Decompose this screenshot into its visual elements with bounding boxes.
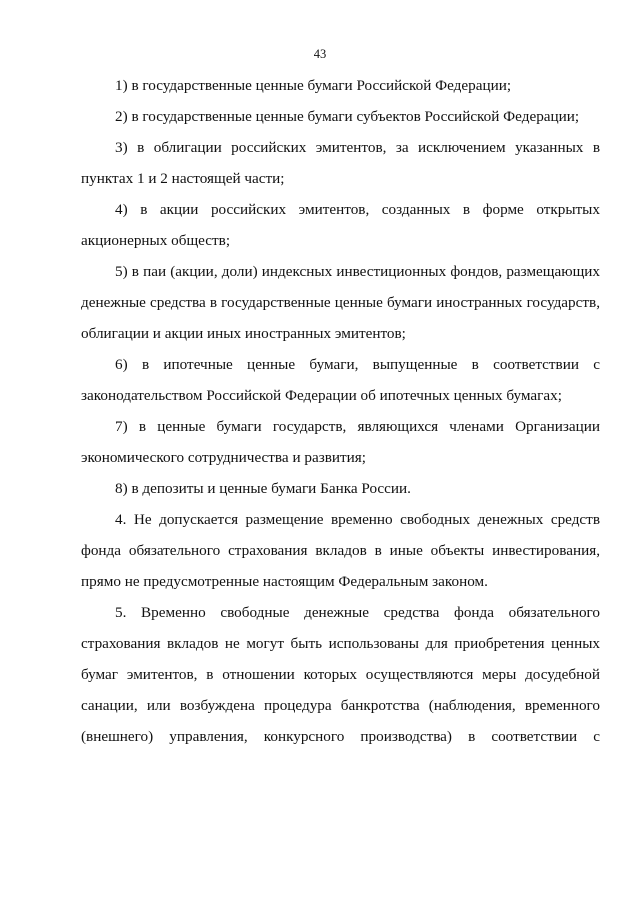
- page-number: 43: [313, 47, 327, 61]
- list-item-3: 3) в облигации российских эмитентов, за исключением указанных в пунктах 1 и 2 настоящей части;: [81, 139, 600, 187]
- list-item-5: 5) в паи (акции, доли) индексных инвестиционных фондов, размещающих денежные средства в государственные ценные бумаги иностранных государств, облигации и акции иных иностранных эмитентов;: [81, 263, 600, 342]
- list-item-4: 4) в акции российских эмитентов, созданных в форме открытых акционерных обществ;: [81, 201, 600, 249]
- list-item-8: 8) в депозиты и ценные бумаги Банка России.: [115, 480, 411, 497]
- paragraph-part-4: 4. Не допускается размещение временно свободных денежных средств фонда обязательного страхования вкладов в иные объекты инвестирования, прямо не предусмотренные настоящим Федеральным законом.: [81, 511, 600, 590]
- list-item-1: 1) в государственные ценные бумаги Российской Федерации;: [115, 77, 512, 94]
- list-item-6: 6) в ипотечные ценные бумаги, выпущенные в соответствии с законодательством Российской Федерации об ипотечных ценных бумагах;: [81, 356, 600, 404]
- list-item-2: 2) в государственные ценные бумаги субъектов Российской Федерации;: [115, 108, 580, 125]
- document-body: [81, 70, 600, 752]
- list-item-7: 7) в ценные бумаги государств, являющихся членами Организации экономического сотрудничества и развития;: [81, 418, 600, 466]
- paragraph-part-5: 5. Временно свободные денежные средства фонда обязательного страхования вкладов не могут быть использованы для приобретения ценных бумаг эмитентов, в отношении которых осуществляются меры досудебной санации, или возбуждена процедура банкротства (наблюдения, временного (внешнего) управления, конкурсного производства) в соответствии с: [81, 604, 600, 745]
